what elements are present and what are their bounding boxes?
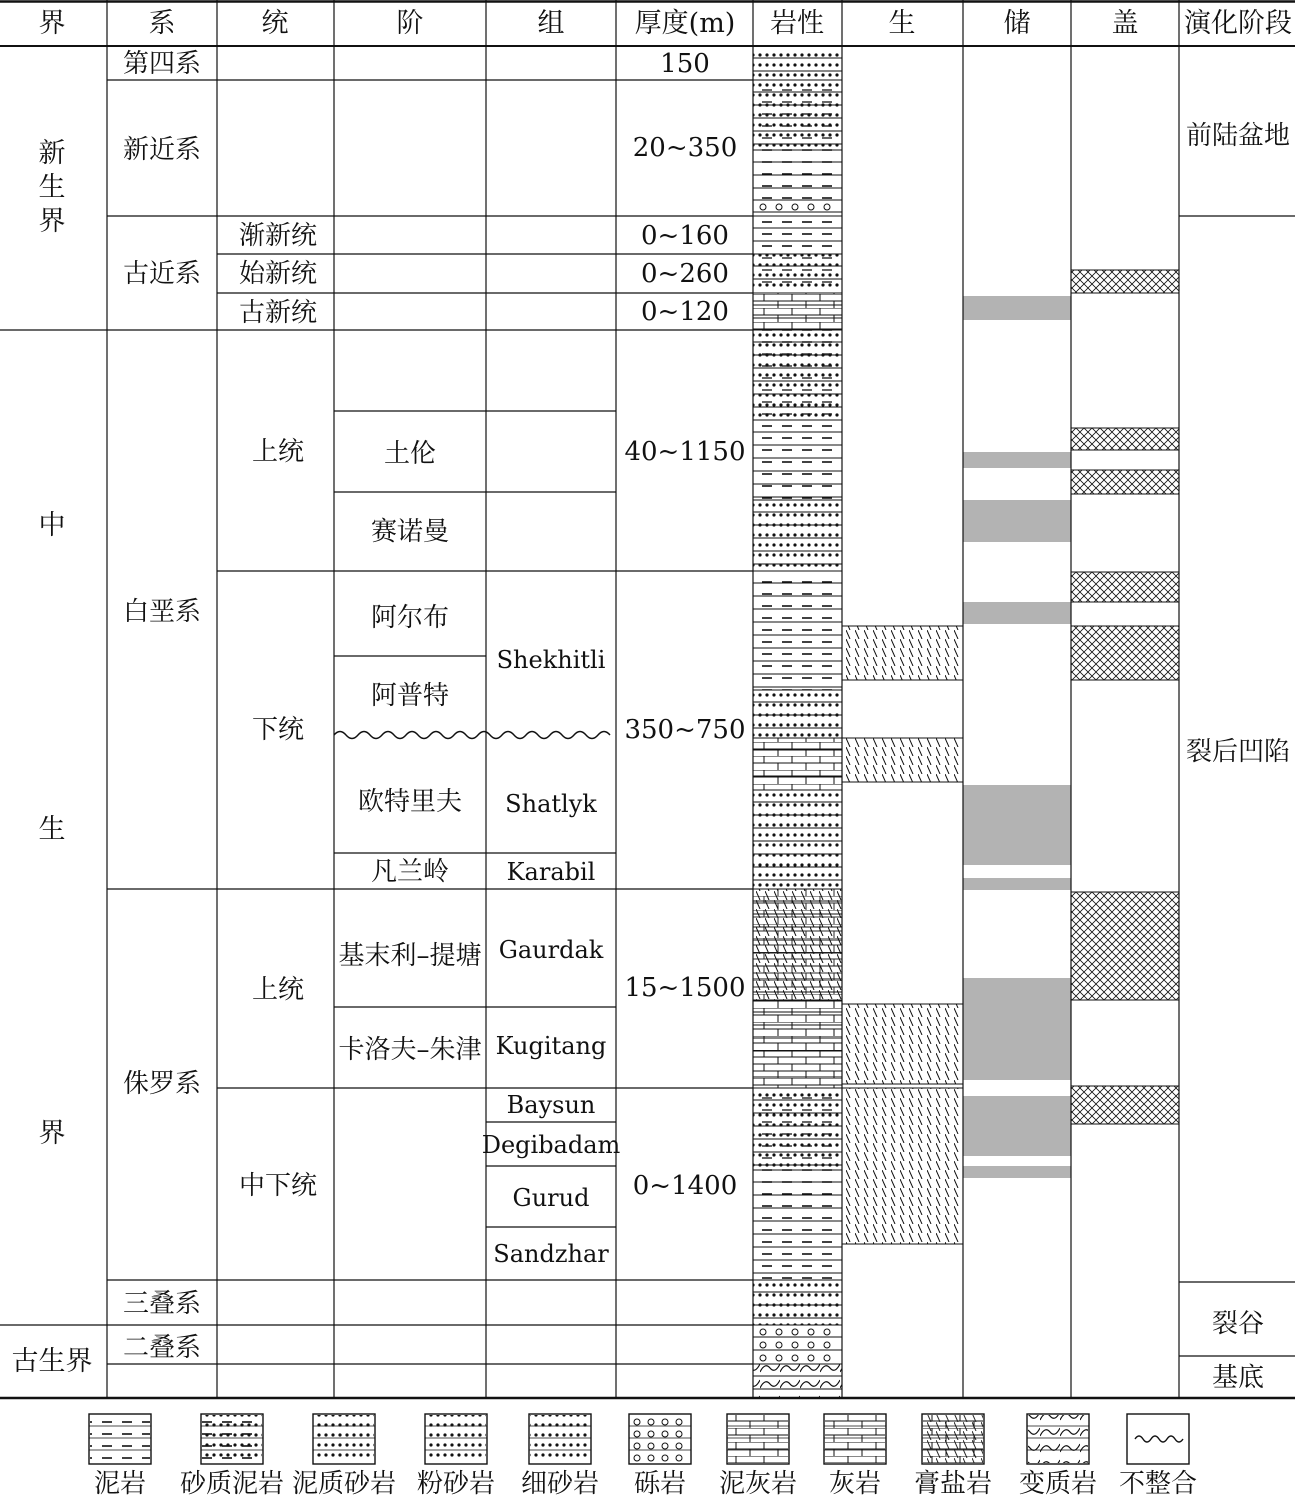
lithology-layer-pebble bbox=[753, 1325, 842, 1364]
reservoir-interval bbox=[963, 1166, 1071, 1178]
thickness-cretaceous-lower: 350~750 bbox=[624, 715, 746, 745]
reservoir-interval bbox=[963, 1096, 1071, 1156]
thickness-cretaceous-upper: 40~1150 bbox=[624, 437, 746, 467]
reservoir-interval bbox=[963, 602, 1071, 624]
system-paleogene: 古近系 bbox=[122, 259, 202, 289]
seal-interval bbox=[1071, 428, 1179, 450]
formation-shatlyk: Shatlyk bbox=[505, 790, 597, 818]
legend-item-finesand bbox=[521, 1414, 599, 1499]
era-cenozoic-char: 界 bbox=[38, 206, 66, 237]
lithology-layer-brick bbox=[753, 1000, 842, 1088]
lithology-layer-muddots bbox=[753, 80, 842, 150]
header-lithology: 岩性 bbox=[770, 8, 824, 39]
system-jurassic: 侏罗系 bbox=[122, 1069, 202, 1099]
legend-label-silt: 粉砂岩 bbox=[416, 1469, 496, 1499]
seal-interval bbox=[1071, 1086, 1179, 1124]
seal-interval bbox=[1071, 892, 1179, 1000]
legend-item-marl bbox=[719, 1414, 797, 1499]
reservoir-column bbox=[963, 296, 1071, 1178]
stage-aptian: 阿普特 bbox=[370, 681, 450, 711]
formation-sandzhar: Sandzhar bbox=[493, 1240, 609, 1268]
legend-label-finesand: 细砂岩 bbox=[520, 1469, 600, 1499]
legend-label-mudsand: 泥质砂岩 bbox=[291, 1469, 397, 1499]
formation-baysun: Baysun bbox=[506, 1091, 596, 1119]
system-triassic: 三叠系 bbox=[122, 1289, 202, 1319]
series-jurassic-upper: 上统 bbox=[251, 975, 305, 1005]
source-interval-hauterivian bbox=[842, 738, 963, 782]
lithology-layer-meta bbox=[753, 1364, 842, 1398]
stage-callovian-oxfordian: 卡洛夫–朱津 bbox=[338, 1035, 482, 1065]
lithology-layer-mud bbox=[753, 216, 842, 254]
reservoir-interval bbox=[963, 500, 1071, 542]
thickness-jurassic-upper: 15~1500 bbox=[624, 973, 746, 1003]
era-labels bbox=[12, 138, 93, 1377]
lithology-layer-muddots bbox=[753, 330, 842, 420]
evolution-post-rift-depression: 裂后凹陷 bbox=[1185, 737, 1291, 767]
legend-item-silt bbox=[417, 1414, 495, 1499]
source-interval-middle-lower-jurassic bbox=[842, 1088, 963, 1244]
legend-label-marl: 泥灰岩 bbox=[718, 1469, 798, 1499]
lithology-layer-mud bbox=[753, 150, 842, 200]
header-era: 界 bbox=[38, 8, 66, 39]
reservoir-interval bbox=[963, 878, 1071, 890]
legend-label-pebble: 砾岩 bbox=[633, 1469, 687, 1499]
formation-shekhitli: Shekhitli bbox=[496, 646, 606, 674]
era-cenozoic-char: 生 bbox=[38, 172, 66, 203]
evolution-rift: 裂谷 bbox=[1211, 1309, 1265, 1339]
source-interval-albian-aptian bbox=[842, 626, 963, 680]
legend-item-meta bbox=[1019, 1414, 1097, 1499]
header-stage: 阶 bbox=[396, 8, 424, 39]
series-oligocene: 渐新统 bbox=[238, 221, 318, 251]
header-series: 统 bbox=[261, 8, 289, 39]
lithology-layer-mud bbox=[753, 1170, 842, 1280]
series-labels bbox=[239, 221, 317, 1201]
era-cenozoic-char: 新 bbox=[38, 138, 66, 169]
stage-albian: 阿尔布 bbox=[370, 603, 450, 633]
formation-karabil: Karabil bbox=[506, 858, 596, 886]
header-system: 系 bbox=[148, 8, 176, 39]
evolution-foreland-basin: 前陆盆地 bbox=[1185, 121, 1291, 151]
lithology-layer-dots bbox=[753, 1280, 842, 1325]
legend-item-salt bbox=[914, 1414, 992, 1499]
lithology-column bbox=[753, 46, 842, 1398]
lithology-layer-muddots bbox=[753, 1088, 842, 1170]
reservoir-interval bbox=[963, 296, 1071, 320]
era-mesozoic-char: 界 bbox=[38, 1118, 66, 1149]
lithology-layer-muddots bbox=[753, 254, 842, 293]
legend-item-mud bbox=[89, 1414, 151, 1499]
formation-kugitang: Kugitang bbox=[495, 1032, 607, 1060]
reservoir-interval bbox=[963, 978, 1071, 1080]
header-evolution: 演化阶段 bbox=[1184, 8, 1292, 39]
lithology-layer-dots bbox=[753, 790, 842, 889]
lithology-layer-mud bbox=[753, 571, 842, 690]
stage-kimmeridgian-tithonian: 基末利–提塘 bbox=[338, 941, 482, 971]
thickness-quaternary: 150 bbox=[660, 49, 710, 79]
header-formation: 组 bbox=[537, 8, 565, 39]
formation-gurud: Gurud bbox=[512, 1184, 590, 1212]
era-mesozoic-char: 生 bbox=[38, 814, 66, 845]
thickness-neogene: 20~350 bbox=[632, 133, 738, 163]
stage-turonian: 土伦 bbox=[383, 439, 437, 469]
header-thickness: 厚度(m) bbox=[634, 8, 736, 39]
legend-item-pebble bbox=[629, 1414, 691, 1499]
seal-interval bbox=[1071, 270, 1179, 293]
reservoir-interval bbox=[963, 785, 1071, 865]
stage-cenomanian: 赛诺曼 bbox=[370, 517, 450, 547]
evolution-labels bbox=[1186, 121, 1290, 1393]
thickness-oligocene: 0~160 bbox=[641, 221, 729, 251]
lithology-layer-salt bbox=[753, 889, 842, 1000]
header-seal: 盖 bbox=[1111, 8, 1139, 39]
legend-item-lime bbox=[824, 1414, 886, 1499]
lithology-layer-brick bbox=[753, 293, 842, 330]
era-paleozoic: 古生界 bbox=[11, 1346, 93, 1377]
legend-label-sandymud: 砂质泥岩 bbox=[179, 1469, 285, 1499]
system-quaternary: 第四系 bbox=[122, 49, 202, 79]
header-reservoir: 储 bbox=[1003, 8, 1031, 39]
legend-label-mud: 泥岩 bbox=[93, 1469, 147, 1499]
formation-gaurdak: Gaurdak bbox=[498, 936, 604, 964]
stage-labels bbox=[338, 439, 481, 1065]
lithology-layer-brick bbox=[753, 738, 842, 790]
seal-column bbox=[1071, 270, 1179, 1124]
legend-item-uncon bbox=[1119, 1414, 1197, 1499]
series-jurassic-middle-lower: 中下统 bbox=[238, 1171, 318, 1201]
header-source: 生 bbox=[888, 8, 916, 39]
seal-interval bbox=[1071, 470, 1179, 494]
evolution-basement: 基底 bbox=[1211, 1363, 1265, 1393]
source-rock-column bbox=[842, 626, 963, 1244]
lithology-layer-pebble bbox=[753, 200, 842, 216]
header-row bbox=[39, 8, 1293, 39]
era-mesozoic-char: 中 bbox=[38, 510, 66, 541]
system-cretaceous: 白垩系 bbox=[122, 597, 202, 627]
stage-hauterivian: 欧特里夫 bbox=[357, 787, 463, 817]
unconformity-line bbox=[334, 732, 610, 739]
legend-label-meta: 变质岩 bbox=[1018, 1469, 1098, 1499]
legend-item-mudsand bbox=[292, 1414, 396, 1499]
thickness-paleocene: 0~120 bbox=[641, 297, 729, 327]
legend-item-sandymud bbox=[180, 1414, 284, 1499]
series-paleocene: 古新统 bbox=[238, 298, 318, 328]
thickness-eocene: 0~260 bbox=[641, 259, 729, 289]
lithology-layer-dots bbox=[753, 500, 842, 571]
source-interval-callovian bbox=[842, 1004, 963, 1084]
legend-label-lime: 灰岩 bbox=[828, 1469, 882, 1499]
system-permian: 二叠系 bbox=[122, 1333, 202, 1363]
series-cretaceous-lower: 下统 bbox=[251, 715, 305, 745]
lithology-layer-dots bbox=[753, 690, 842, 738]
legend-label-uncon: 不整合 bbox=[1118, 1469, 1198, 1499]
series-cretaceous-upper: 上统 bbox=[251, 437, 305, 467]
system-neogene: 新近系 bbox=[122, 135, 202, 165]
lithology-layer-mud bbox=[753, 420, 842, 500]
stage-valanginian: 凡兰岭 bbox=[370, 857, 450, 887]
seal-interval bbox=[1071, 572, 1179, 602]
lithology-legend bbox=[89, 1414, 1197, 1499]
reservoir-interval bbox=[963, 452, 1071, 468]
series-eocene: 始新统 bbox=[238, 259, 318, 289]
lithology-layer-dots bbox=[753, 46, 842, 80]
system-labels bbox=[123, 49, 201, 1363]
seal-interval bbox=[1071, 626, 1179, 680]
thickness-jurassic-middle-lower: 0~1400 bbox=[632, 1171, 738, 1201]
thickness-labels bbox=[624, 49, 745, 1201]
formation-degibadam: Degibadam bbox=[481, 1131, 621, 1159]
legend-label-salt: 膏盐岩 bbox=[913, 1469, 993, 1499]
formation-labels bbox=[482, 646, 621, 1268]
